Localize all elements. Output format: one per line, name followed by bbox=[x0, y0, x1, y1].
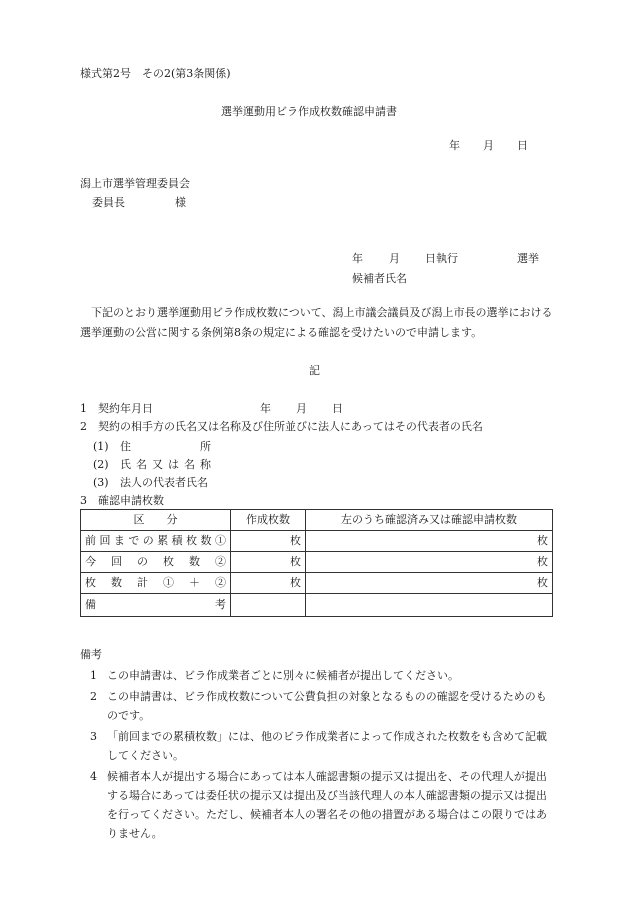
item1-day: 日 bbox=[332, 402, 343, 415]
ki-heading: 記 bbox=[309, 364, 320, 377]
item2-sub2 bbox=[120, 459, 211, 470]
header-kubun: 区 分 bbox=[81, 510, 231, 531]
election-senkyo: 選挙 bbox=[517, 252, 539, 265]
confirm-cell[interactable]: 枚 bbox=[306, 552, 553, 573]
row-label bbox=[81, 573, 231, 594]
count-cell[interactable]: 枚 bbox=[231, 552, 306, 573]
note-text: この申請書は、ビラ作成枚数について公費負担の対象となるものの確認を受けるためのものです。 bbox=[107, 690, 547, 722]
form-number: 様式第2号 その2(第3条関係) bbox=[80, 67, 231, 80]
item2-sub2-text: 氏名又は名称 bbox=[120, 458, 211, 471]
election-month: 月 bbox=[389, 252, 400, 265]
table-row bbox=[81, 552, 553, 573]
item1-year: 年 bbox=[260, 402, 271, 415]
item2-sub2-num: (2) bbox=[93, 458, 109, 471]
header-confirm: 左のうち確認済み又は確認申請枚数 bbox=[306, 510, 553, 531]
row-label-text: 備考 bbox=[85, 598, 226, 611]
note-number: 1 bbox=[90, 669, 97, 682]
row-label-text: 今回の枚数② bbox=[85, 555, 226, 568]
date-year: 年 bbox=[449, 139, 460, 152]
note-text: 候補者本人が提出する場合にあっては本人確認書類の提示又は提出を、その代理人が提出する場合にあっては委任状の提示又は提出及び当該代理人の本人確認書類の提示又は提出を行ってください。ただし、候補者本人の署名その他の措置がある場合はこの限りではありません。 bbox=[107, 770, 547, 840]
row-label bbox=[81, 594, 231, 617]
count-cell[interactable] bbox=[231, 594, 306, 617]
election-day-exec: 日執行 bbox=[425, 252, 458, 265]
recipient-org: 潟上市選挙管理委員会 bbox=[80, 177, 190, 190]
note-text: この申請書は、ビラ作成業者ごとに別々に候補者が提出してください。 bbox=[107, 669, 459, 682]
item2-sub3-num: (3) bbox=[93, 476, 109, 489]
note-item bbox=[80, 767, 556, 843]
note-item bbox=[80, 666, 556, 685]
item2-sub1-b: 所 bbox=[200, 440, 211, 453]
row-label bbox=[81, 552, 231, 573]
confirm-cell[interactable]: 枚 bbox=[306, 573, 553, 594]
item2-sub3: 法人の代表者氏名 bbox=[120, 476, 208, 489]
note-item bbox=[80, 687, 556, 725]
note-number: 2 bbox=[90, 690, 97, 703]
item1-label: 1 契約年月日 bbox=[80, 402, 153, 415]
item3-label: 3 確認申請枚数 bbox=[80, 494, 164, 507]
notes-heading: 備考 bbox=[80, 648, 102, 661]
table-row bbox=[81, 573, 553, 594]
header-count: 作成枚数 bbox=[231, 510, 306, 531]
table-row bbox=[81, 531, 553, 552]
confirmation-table bbox=[80, 509, 553, 617]
table-header-row bbox=[81, 510, 553, 531]
note-number: 3 bbox=[90, 730, 97, 743]
row-label-text: 枚数計①＋② bbox=[85, 576, 226, 589]
candidate-name-label: 候補者氏名 bbox=[352, 272, 407, 285]
item1-month: 月 bbox=[296, 402, 307, 415]
recipient-sama: 様 bbox=[175, 196, 186, 209]
date-month: 月 bbox=[483, 139, 494, 152]
row-label bbox=[81, 531, 231, 552]
count-cell[interactable]: 枚 bbox=[231, 573, 306, 594]
note-item bbox=[80, 727, 556, 765]
note-text: 「前回までの累積枚数」には、他のビラ作成業者によって作成された枚数をも含めて記載してください。 bbox=[107, 730, 547, 762]
row-label-text: 前回までの累積枚数① bbox=[85, 534, 226, 547]
notes-section bbox=[80, 646, 556, 845]
date-day: 日 bbox=[517, 139, 528, 152]
body-text: 下記のとおり選挙運動用ビラ作成枚数について、潟上市議会議員及び潟上市長の選挙における選挙運動の公営に関する条例第8条の規定による確認を受けたいので申請します。 bbox=[80, 306, 553, 339]
recipient-chair: 委員長 bbox=[92, 196, 125, 209]
note-number: 4 bbox=[90, 770, 97, 783]
item2-sub1-a: 住 bbox=[120, 440, 131, 453]
count-cell[interactable]: 枚 bbox=[231, 531, 306, 552]
document-title: 選挙運動用ビラ作成枚数確認申請書 bbox=[221, 105, 397, 118]
confirm-cell[interactable]: 枚 bbox=[306, 531, 553, 552]
item2-label: 2 契約の相手方の氏名又は名称及び住所並びに法人にあってはその代表者の氏名 bbox=[80, 420, 483, 433]
table-row bbox=[81, 594, 553, 617]
election-year: 年 bbox=[352, 252, 363, 265]
item2-sub1-num: (1) bbox=[93, 440, 109, 453]
confirm-cell[interactable] bbox=[306, 594, 553, 617]
